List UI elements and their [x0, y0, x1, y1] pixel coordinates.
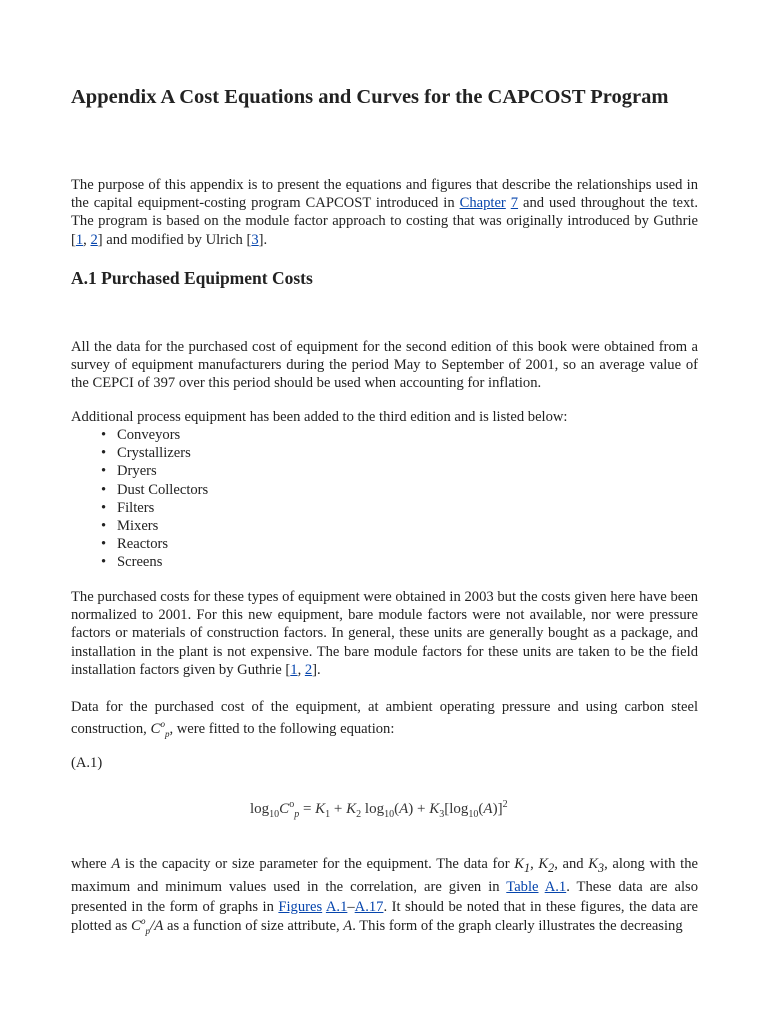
where-paragraph: where A is the capacity or size parameter for the equipment. The data for $K_1$, $K_2$, and $K_3$, along with the maximum and minimum values used in the correlation, are given in Table A.1. These data are also presented in the form of graphs in Figures A.1–A.17. It should be noted that in these figures, the data are plotted as $C^o_p/A$ as a function of size attribute, A. This form of the graph clearly illustrates the decreasing [71, 856, 699, 937]
figure-a17-link[interactable]: A.17 [354, 898, 384, 915]
ref-2-link[interactable]: 2 [90, 231, 98, 248]
ref-3-link[interactable]: 3 [251, 231, 259, 248]
intro-text-1: The purpose of this appendix is to present the equations and figures that describe the relationships used in the capital equipment-costing program CAPCOST introduced in [71, 177, 698, 212]
costs-text-1: The purchased costs for these types of equipment were obtained in 2003 but the costs given here have been normalized to 2001. For this new equipment, bare module factors were not available, nor were pressure factors or materials of construction factors. In general, these units are generally bought as a package, and installation in the plant is not expensive. The bare module factors for these units are taken to be the field installation factors given by Guthrie [ [71, 589, 698, 678]
intro-text-4: ]. [258, 231, 268, 248]
section-heading: A.1 Purchased Equipment Costs [71, 268, 313, 288]
list-item: • Mixers [71, 517, 698, 535]
list-item: • Screens [71, 553, 698, 571]
fit-paragraph [71, 696, 698, 740]
equation-a1: $\log_{10}C^o_p = K_1 + K_2$ $\log_{10}(A) + K_3[\log_{10}(A)]^2$ [250, 799, 508, 820]
equation-label: (A.1) [71, 755, 103, 771]
costs-paragraph [71, 588, 698, 679]
chapter-link[interactable]: Chapter [459, 195, 506, 212]
intro-text-2: and used throughout the text. The program is based on the module factor approach to costing that was originally introduced by Guthrie [ [71, 195, 698, 248]
list-item: • Filters [71, 499, 698, 517]
fit-text-2: , were fitted to the following equation: [169, 721, 395, 737]
list-item: • Dryers [71, 462, 698, 480]
figures-link[interactable]: Figures [278, 898, 323, 915]
ref-1-link[interactable]: 1 [290, 661, 298, 678]
cp-over-a-symbol: $C^o_p/A$ [131, 916, 164, 937]
ref-1-link[interactable]: 1 [75, 231, 84, 248]
fit-text-1: Data for the purchased cost of the equipment, at ambient operating pressure and using carbon steel construction, [71, 699, 698, 737]
ref-2-link[interactable]: 2 [304, 661, 313, 678]
additional-equipment-paragraph: Additional process equipment has been added to the third edition and is listed below: [71, 409, 568, 425]
figure-a1-link[interactable]: A.1 [325, 898, 348, 915]
table-link[interactable]: Table [506, 879, 539, 896]
list-item: • Crystallizers [71, 444, 698, 462]
equipment-list [71, 426, 698, 572]
list-item: • Reactors [71, 535, 698, 553]
intro-comma: , [83, 231, 91, 248]
cp-symbol: $C^o_p$ [150, 719, 170, 739]
table-a1-link[interactable]: A.1 [544, 879, 567, 896]
list-item: • Dust Collectors [71, 481, 698, 499]
costs-text-2: ]. [312, 661, 321, 678]
page-title: Appendix A Cost Equations and Curves for the CAPCOST Program [71, 86, 669, 108]
data-paragraph: All the data for the purchased cost of equipment for the second edition of this book were obtained from a survey of equipment manufacturers during the period May to September of 2001, so an average value of the CEPCI of 397 over this period should be used when accounting for inflation. [71, 339, 698, 392]
chapter-7-link[interactable]: 7 [510, 195, 519, 212]
intro-text-3: ] and modified by Ulrich [ [97, 231, 252, 248]
intro-paragraph [71, 176, 698, 249]
list-item: • Conveyors [71, 426, 698, 444]
costs-comma: , [297, 661, 305, 678]
